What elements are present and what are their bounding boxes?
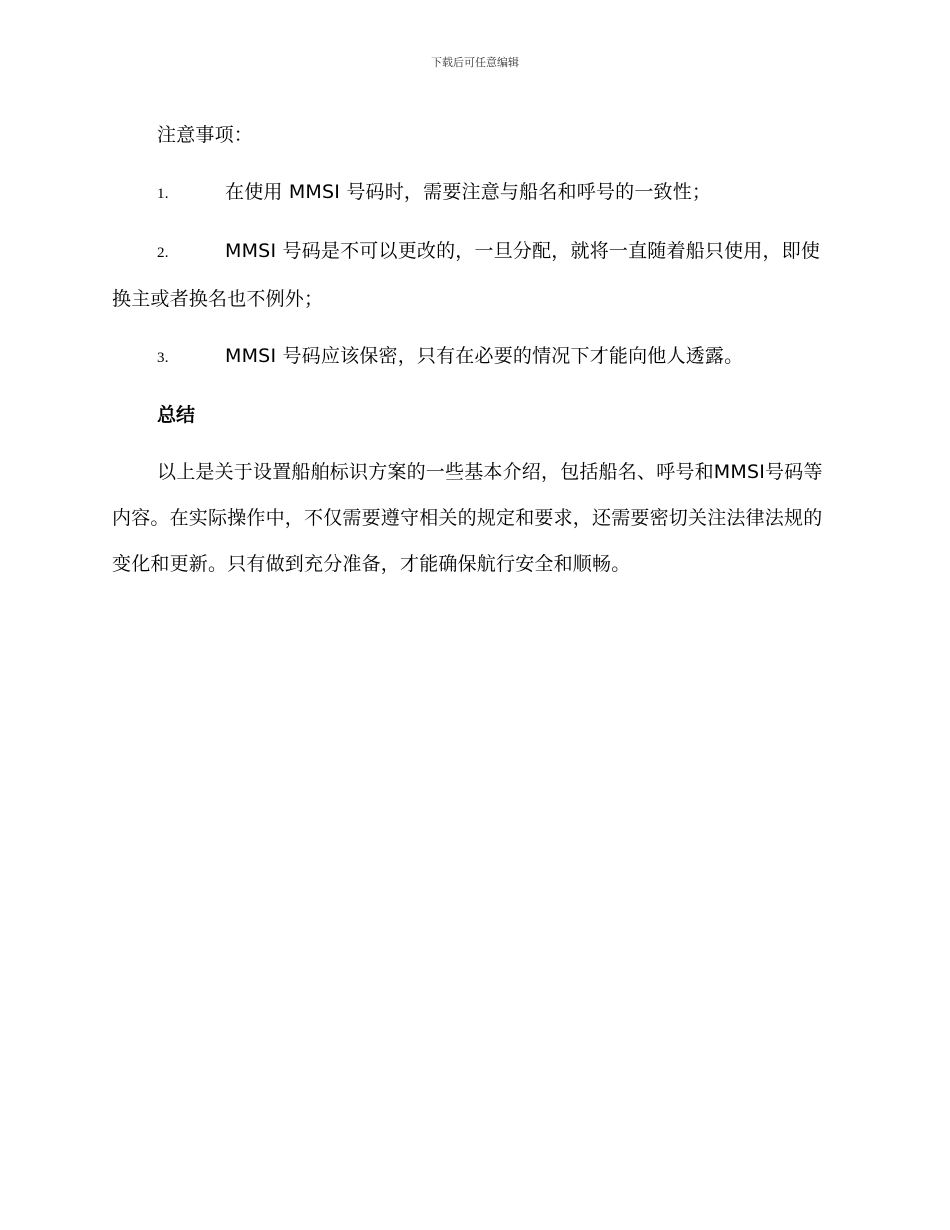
document-body — [112, 112, 837, 587]
list-item — [112, 333, 837, 381]
list-item-text: MMSI 号码是不可以更改的，一旦分配，就将一直随着船只使用，即使换主或者换名也不例外； — [112, 240, 821, 310]
summary-heading: 总结 — [157, 404, 196, 426]
list-item-text: MMSI 号码应该保密，只有在必要的情况下才能向他人透露。 — [225, 345, 744, 367]
notes-title: 注意事项： — [157, 124, 254, 146]
list-item-text: 在使用 MMSI 号码时，需要注意与船名和呼号的一致性； — [225, 181, 712, 203]
list-item — [112, 169, 837, 217]
page-header: 下载后可任意编辑 — [431, 56, 519, 69]
list-item-number: 2. — [157, 245, 169, 261]
list-item-number: 3. — [157, 350, 169, 366]
list-item-number: 1. — [157, 186, 169, 202]
list-item — [112, 228, 837, 322]
summary-paragraph: 以上是关于设置船舶标识方案的一些基本介绍，包括船名、呼号和MMSI号码等内容。在实际操作中，不仅需要遵守相关的规定和要求，还需要密切关注法律法规的变化和更新。只有做到充分准备，才能确保航行安全和顺畅。 — [112, 461, 823, 575]
